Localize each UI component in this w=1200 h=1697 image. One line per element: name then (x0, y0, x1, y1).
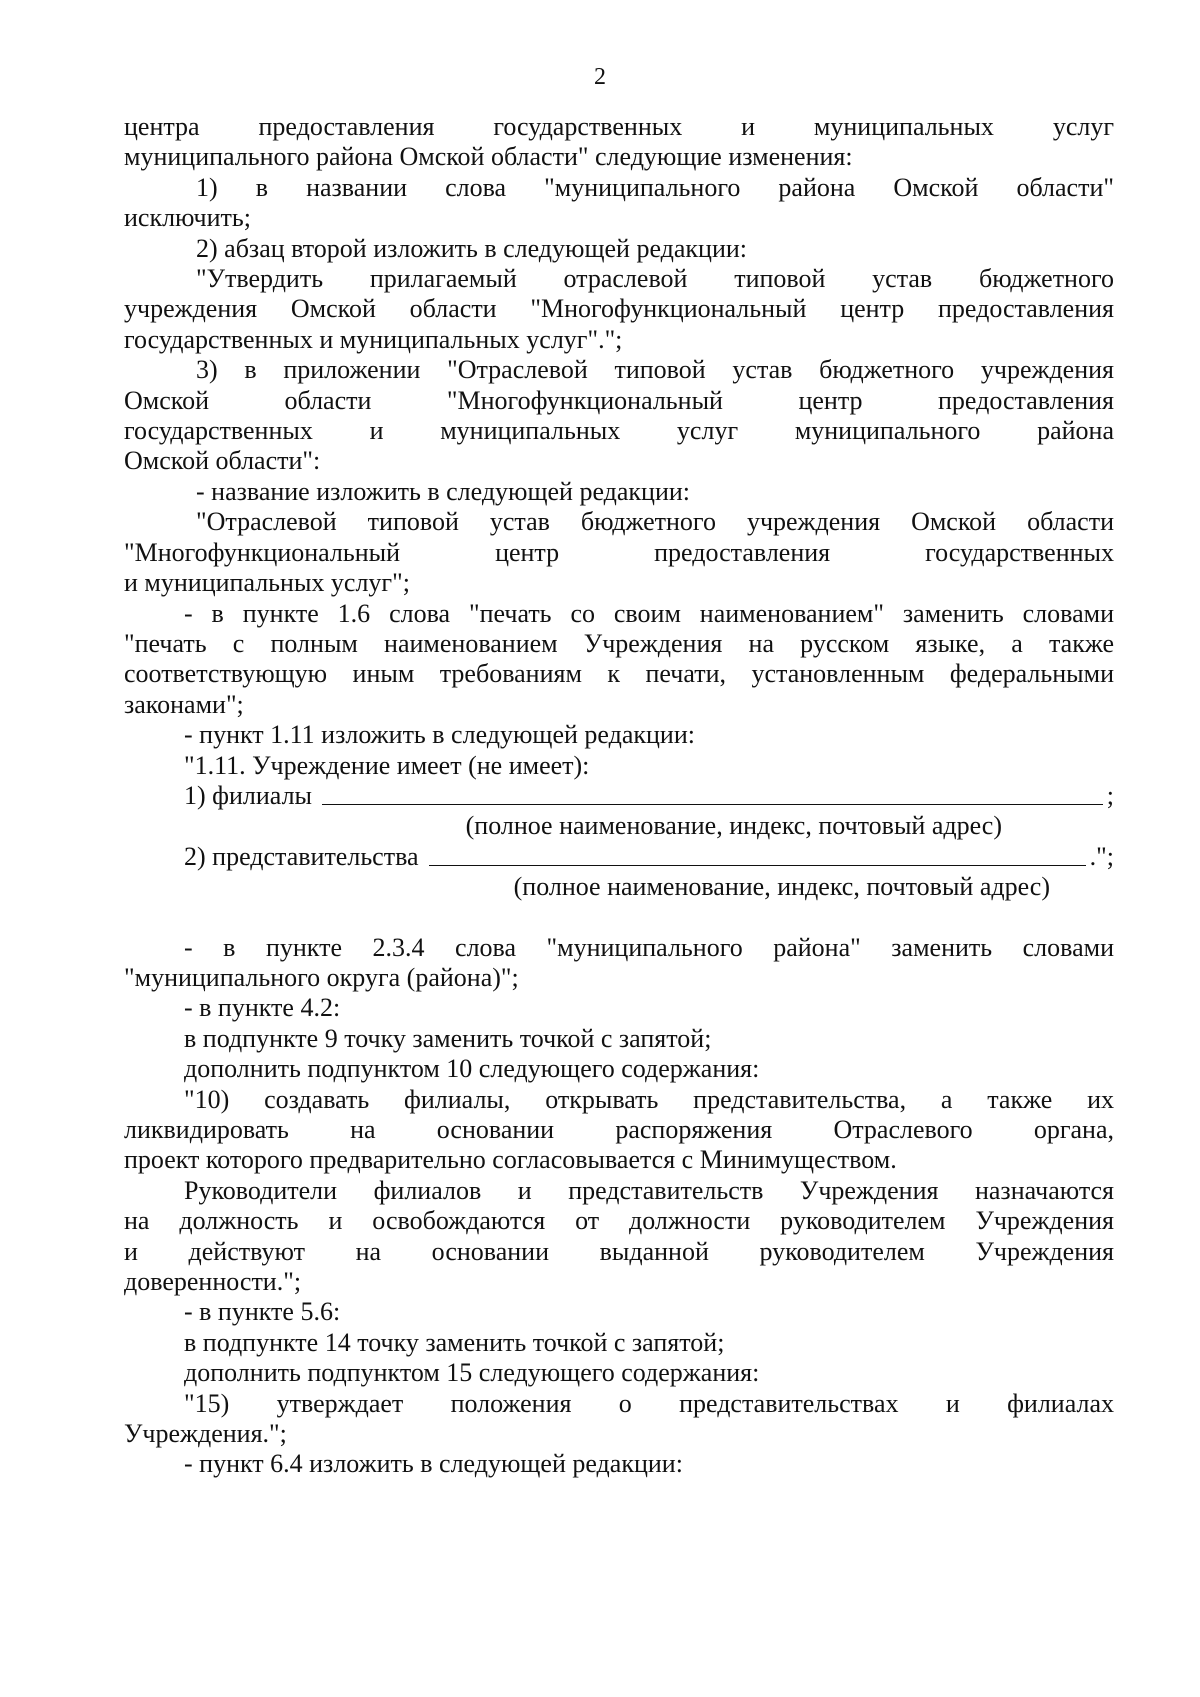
text-line: - название изложить в следующей редакции: (196, 476, 691, 506)
text-line: Руководители филиалов и представительств Учреждения назначаются (184, 1175, 1114, 1205)
text-line: - в пункте 5.6: (184, 1297, 341, 1327)
representations-caption: (полное наименование, индекс, почтовый адрес) (513, 872, 1050, 902)
text-line: дополнить подпунктом 15 следующего содержания: (184, 1358, 760, 1388)
representations-blank-line (429, 864, 1086, 866)
text-line: исключить; (124, 203, 251, 233)
text-line: - в пункте 2.3.4 слова "муниципального района" заменить словами (184, 932, 1114, 962)
text-line: "Утвердить прилагаемый отраслевой типовой устав бюджетного (196, 264, 1114, 294)
text-line: - в пункте 1.6 слова "печать со своим наименованием" заменить словами (184, 598, 1114, 628)
text-line: в подпункте 14 точку заменить точкой с запятой; (184, 1327, 725, 1357)
text-line: доверенности."; (124, 1267, 302, 1297)
text-line: "15) утверждает положения о представительствах и филиалах (184, 1388, 1114, 1418)
text-line: - в пункте 4.2: (184, 993, 341, 1023)
text-line: Омской области": (124, 446, 321, 476)
branches-caption: (полное наименование, индекс, почтовый адрес) (465, 811, 1002, 841)
page-number: 2 (594, 64, 606, 90)
text-line: "1.11. Учреждение имеет (не имеет): (184, 750, 590, 780)
text-line: ликвидировать на основании распоряжения Отраслевого органа, (124, 1115, 1114, 1144)
text-line: 2) абзац второй изложить в следующей редакции: (196, 233, 748, 263)
text-line: "муниципального округа (района)"; (124, 962, 519, 992)
text-line: учреждения Омской области "Многофункциональный центр предоставления (124, 294, 1114, 324)
text-line: Учреждения."; (124, 1419, 287, 1449)
text-line: и муниципальных услуг"; (124, 568, 410, 598)
text-line: муниципального района Омской области" следующие изменения: (124, 142, 853, 172)
text-line: - пункт 1.11 изложить в следующей редакции: (184, 720, 695, 750)
text-line: "печать с полным наименованием Учреждения на русском языке, а также (124, 628, 1114, 658)
branches-end-punct: ; (1106, 780, 1114, 810)
text-line: центра предоставления государственных и муниципальных услуг (124, 112, 1114, 141)
text-line: "Отраслевой типовой устав бюджетного учреждения Омской области (196, 507, 1114, 537)
text-line: "10) создавать филиалы, открывать представительства, а также их (184, 1084, 1114, 1114)
text-line: государственных и муниципальных услуг муниципального района (124, 416, 1114, 446)
text-line: в подпункте 9 точку заменить точкой с запятой; (184, 1023, 712, 1053)
text-line: "Многофункциональный центр предоставления государственных (124, 537, 1114, 567)
branches-label: 1) филиалы (184, 780, 313, 810)
text-line: 1) в названии слова "муниципального района Омской области" (196, 172, 1114, 202)
text-line: государственных и муниципальных услуг"."; (124, 324, 623, 354)
text-line: законами"; (124, 689, 244, 719)
text-line: дополнить подпунктом 10 следующего содержания: (184, 1054, 760, 1084)
branches-blank-line (322, 803, 1103, 805)
representations-fill-row (124, 842, 1114, 872)
text-line: - пункт 6.4 изложить в следующей редакции: (184, 1449, 683, 1479)
document-body (124, 112, 1114, 1480)
blank-spacer (124, 903, 1114, 933)
text-line: Омской области "Многофункциональный центр предоставления (124, 385, 1114, 415)
text-line: 3) в приложении "Отраслевой типовой устав бюджетного учреждения (196, 355, 1114, 385)
representations-end-punct: ."; (1089, 841, 1114, 871)
text-line: проект которого предварительно согласовывается с Минимуществом. (124, 1145, 897, 1175)
text-line: на должность и освобождаются от должности руководителем Учреждения (124, 1206, 1114, 1236)
representations-label: 2) представительства (184, 841, 419, 871)
branches-fill-row (124, 781, 1114, 811)
text-line: и действуют на основании выданной руководителем Учреждения (124, 1236, 1114, 1266)
text-line: соответствующую иным требованиям к печати, установленным федеральными (124, 659, 1114, 689)
